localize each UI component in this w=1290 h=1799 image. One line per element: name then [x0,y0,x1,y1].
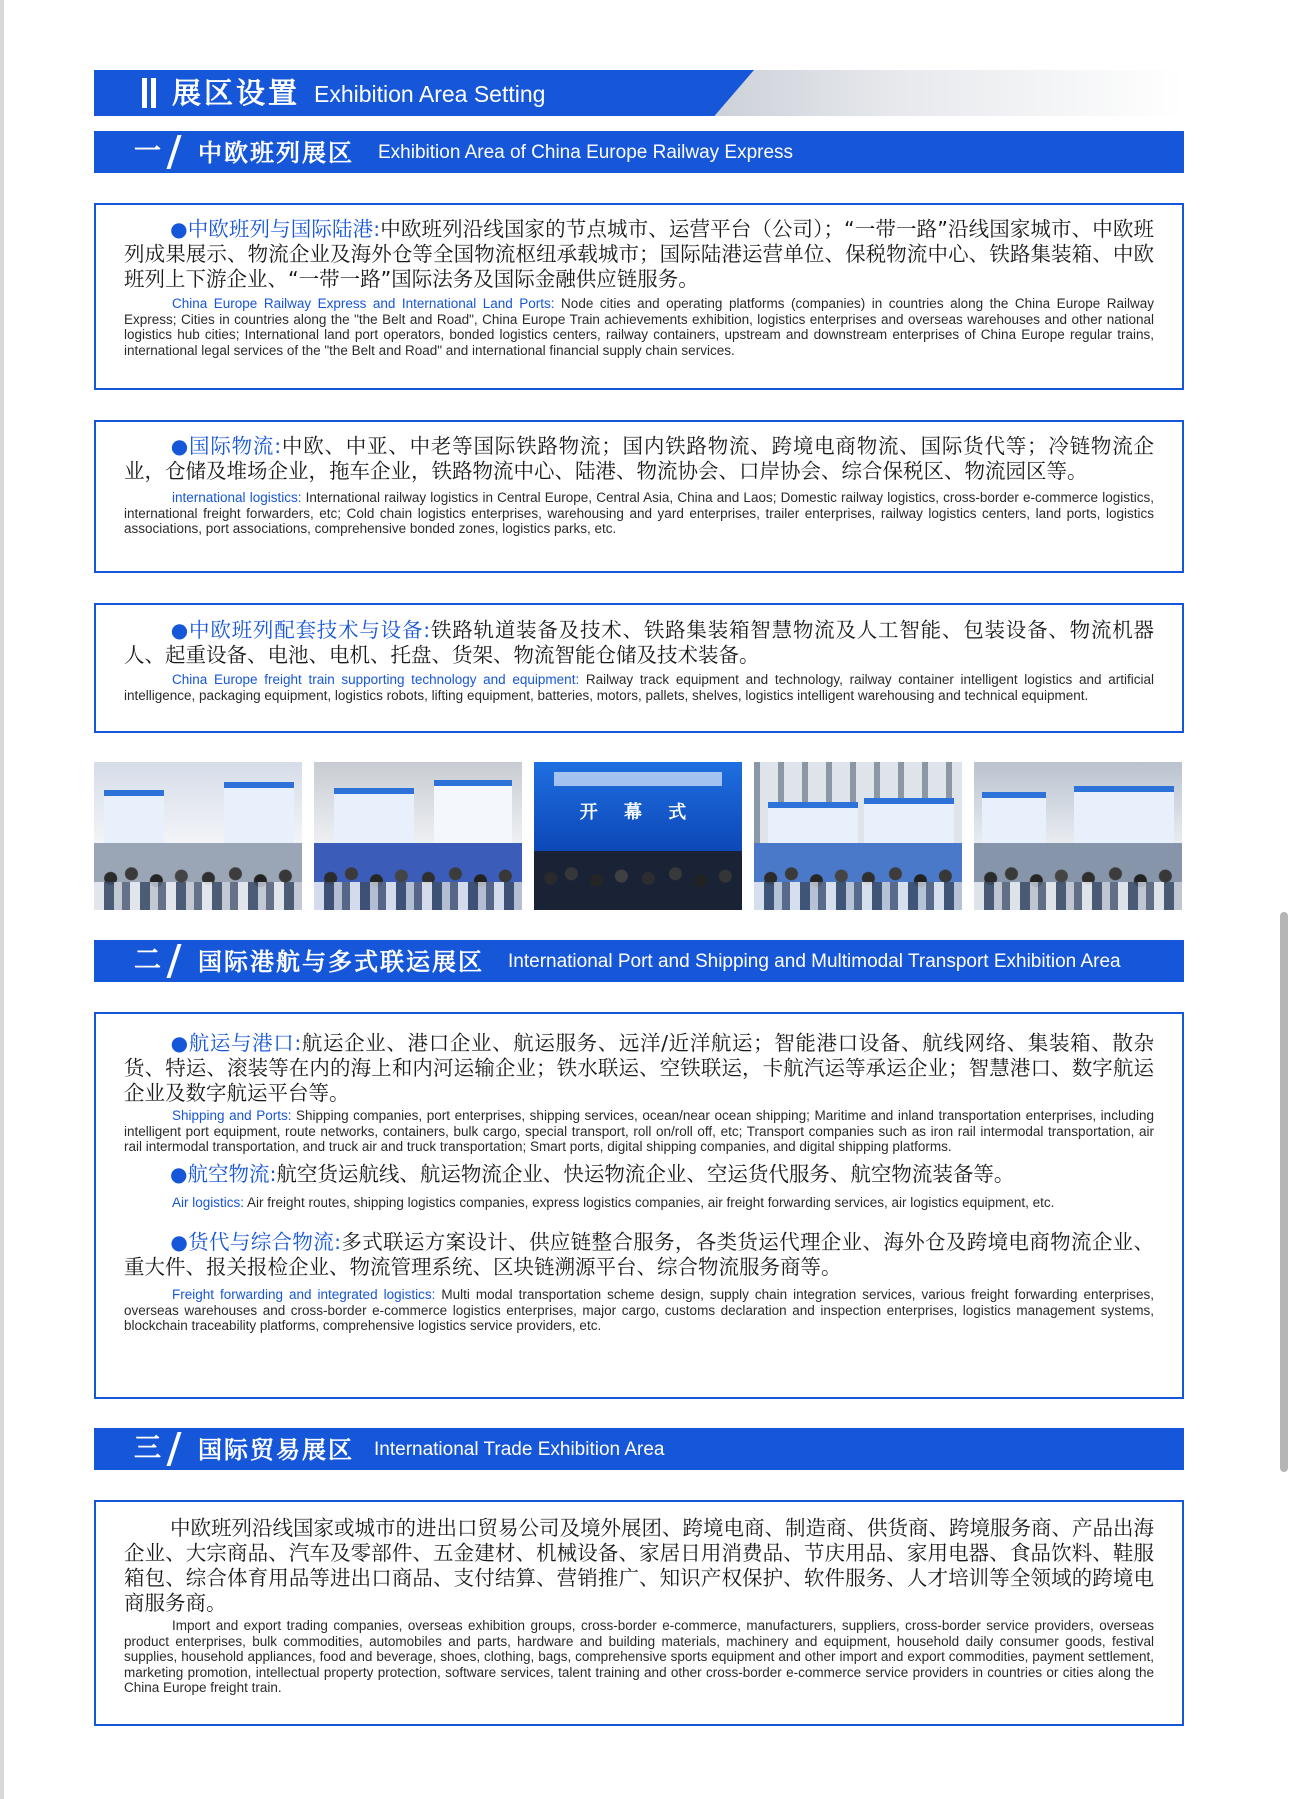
item-keyword-cn: 航空物流: [187,1161,277,1186]
item-en-text [124,1195,1154,1211]
item-body-en: Railway track equipment and technology, railway container intelligent logistics and artificial intelligence, packaging equipment, logistics robots, lifting equipment, batteries, motors, pallets, shelves, logistics intelligent warehousing and technical equipment. [124,672,1154,703]
item-keyword-cn: 中欧班列配套技术与设备: [189,618,431,642]
section-1-title-cn: 中欧班列展区 [198,139,354,167]
trade-en-text [124,1618,1154,1696]
box-supporting-technology [94,603,1184,733]
section-2-title-cn: 国际港航与多式联运展区 [198,948,484,976]
banner-bars-icon [142,78,156,108]
item-keyword-en: China Europe Railway Express and International Land Ports: [172,296,555,311]
box-port-shipping-multimodal [94,1012,1184,1399]
box-railway-land-ports [94,203,1184,390]
item-cn-text [124,618,1154,668]
item-keyword-cn: 航运与港口: [188,1031,302,1055]
item-body-en: Node cities and operating platforms (companies) in countries along the China Europe Railway Express; Cities in countries along the "the Belt and Road", China Europe Train achievements exhibition, logistics enterprises and overseas warehouses and other national logistics hub cities; International land port operators, bonded logistics centers, railway containers, upstream and downstream enterprises of China Europe regular trains, international legal services of the "the Belt and Road" and international financial supply chain services. [124,296,1154,358]
banner-gradient [694,70,1184,116]
item-body-cn: 铁路轨道装备及技术、铁路集装箱智慧物流及人工智能、包装设备、物流机器人、起重设备、电池、电机、托盘、货架、物流智能仓储及技术装备。 [124,618,1155,667]
item-keyword-cn: 中欧班列与国际陆港: [187,217,381,241]
bullet-dot-icon: ● [170,1230,189,1254]
item-body-cn: 多式联运方案设计、供应链整合服务，各类货运代理企业、海外仓及跨境电商物流企业、重大件、报关报检企业、物流管理系统、区块链溯源平台、综合物流服务商等。 [124,1230,1155,1279]
item-en-text [124,672,1154,703]
bullet-dot-icon: ● [170,1161,188,1186]
page-left-edge [0,0,4,1799]
trade-body-en: Import and export trading companies, overseas exhibition groups, cross-border e-commerce, manufacturers, suppliers, cross-border service providers, overseas product enterprises, bulk commodities, automobiles and parts, hardware and building materials, machinery and equipment, household daily consumer goods, festival supplies, household appliances, food and beverage, shoes, clothing, bags, comprehensive sports equipment and other import and export commodities, payment settlement, marketing promotion, intellectual property protection, software services, talent training and other cross-border e-commerce service providers in countries or cities along the China Europe freight train. [124,1618,1154,1695]
item-keyword-en: international logistics: [172,490,302,505]
scrollbar-thumb[interactable] [1280,912,1288,1472]
item-keyword-en: Shipping and Ports: [172,1108,292,1123]
bullet-dot-icon: ● [170,217,188,241]
item-body-en: Multi modal transportation scheme design, supply chain integration services, various freight forwarding enterprises, overseas warehouses and cross-border e-commerce logistics enterprises, major cargo, customs declaration and inspection enterprises, logistics management systems, blockchain traceability platforms, comprehensive logistics service providers, etc. [124,1287,1155,1333]
slash-icon [166,944,181,978]
exhibition-photo-3-opening [534,762,742,910]
section-2-title-en: International Port and Shipping and Multimodal Transport Exhibition Area [508,951,1121,972]
item-en-text [124,1108,1154,1155]
item-keyword-en: Freight forwarding and integrated logistics: [172,1287,436,1302]
item-body-en: Air freight routes, shipping logistics companies, express logistics companies, air freight forwarding services, air logistics equipment, etc. [244,1194,1055,1210]
exhibition-setting-banner [94,70,1184,116]
section-2-header [94,940,1184,982]
slash-icon [166,135,181,169]
box-international-logistics [94,420,1184,573]
exhibition-photo-1 [94,762,302,910]
section-3-header [94,1428,1184,1470]
item-cn-text [124,1031,1154,1106]
item-body-en: Shipping companies, port enterprises, shipping services, ocean/near ocean shipping; Maritime and inland transportation enterprises, including intelligent port equipment, route networks, containers, bulk cargo, special transport, roll on/roll off, etc; Transport companies such as iron rail intermodal transportation, air rail intermodal transportation, and truck air and truck transportation; Smart ports, digital shipping companies, and digital shipping platforms. [124,1108,1154,1154]
item-cn-text [124,434,1154,484]
box-international-trade [94,1500,1184,1726]
item-body-cn: 航运企业、港口企业、航运服务、远洋/近洋航运；智能港口设备、航线网络、集装箱、散杂货、特运、滚装等在内的海上和内河运输企业；铁水联运、空铁联运，卡航汽运等承运企业；智慧港口、数字航运企业及数字航运平台等。 [124,1031,1154,1105]
section-1-title-en: Exhibition Area of China Europe Railway Express [378,142,794,163]
bullet-dot-icon: ● [170,618,190,642]
item-keyword-en: Air logistics: [172,1194,245,1210]
section-1-number: 一 [134,136,161,167]
item-cn-text [124,1162,1154,1187]
section-3-title-en: International Trade Exhibition Area [374,1439,665,1460]
section-1-header [94,131,1184,173]
exhibition-photo-2 [314,762,522,910]
item-cn-text [124,1230,1154,1280]
item-en-text [124,1287,1154,1334]
item-body-cn: 航空货运航线、航运物流企业、快运物流企业、空运货代服务、航空物流装备等。 [276,1161,1015,1186]
exhibition-photo-4 [754,762,962,910]
item-body-cn: 中欧、中亚、中老等国际铁路物流；国内铁路物流、跨境电商物流、国际货代等；冷链物流企业，仓储及堆场企业，拖车企业，铁路物流中心、陆港、物流协会、口岸协会、综合保税区、物流园区等。 [124,434,1154,483]
trade-cn-text [124,1516,1154,1616]
item-keyword-en: China Europe freight train supporting technology and equipment: [172,672,580,687]
trade-body-cn: 中欧班列沿线国家或城市的进出口贸易公司及境外展团、跨境电商、制造商、供货商、跨境服务商、产品出海企业、大宗商品、汽车及零部件、五金建材、机械设备、家居日用消费品、节庆用品、家用电器、食品饮料、鞋服箱包、综合体育用品等进出口商品、支付结算、营销推广、知识产权保护、软件服务、人才培训等全领域的跨境电商服务商。 [124,1516,1154,1615]
bullet-dot-icon: ● [170,434,190,458]
item-keyword-cn: 国际物流: [189,434,282,458]
item-keyword-cn: 货代与综合物流: [188,1230,341,1254]
bullet-dot-icon: ● [170,1031,189,1055]
item-cn-text [124,217,1154,292]
banner-title-cn: 展区设置 [172,76,301,110]
item-en-text [124,490,1154,537]
slash-icon [166,1432,181,1466]
exhibition-photo-5 [974,762,1182,910]
section-3-title-cn: 国际贸易展区 [198,1436,354,1464]
stage-title: 开 幕 式 [579,802,697,823]
section-2-number: 二 [134,945,161,976]
item-en-text [124,296,1154,358]
banner-title-en: Exhibition Area Setting [314,81,546,107]
item-body-cn: 中欧班列沿线国家的节点城市、运营平台（公司）；“一带一路”沿线国家城市、中欧班列成果展示、物流企业及海外仓等全国物流枢纽承载城市；国际陆港运营单位、保税物流中心、铁路集装箱、中欧班列上下游企业、“一带一路”国际法务及国际金融供应链服务。 [124,217,1155,291]
section-3-number: 三 [134,1433,161,1464]
item-body-en: International railway logistics in Central Europe, Central Asia, China and Laos; Domestic railway logistics, cross-border e-commerce logistics, international freight forwarders, etc; Cold chain logistics enterprises, warehousing and yard enterprises, trailer enterprises, railway logistics centers, land ports, logistics associations, port associations, comprehensive bonded zones, logistics parks, etc. [124,490,1154,536]
